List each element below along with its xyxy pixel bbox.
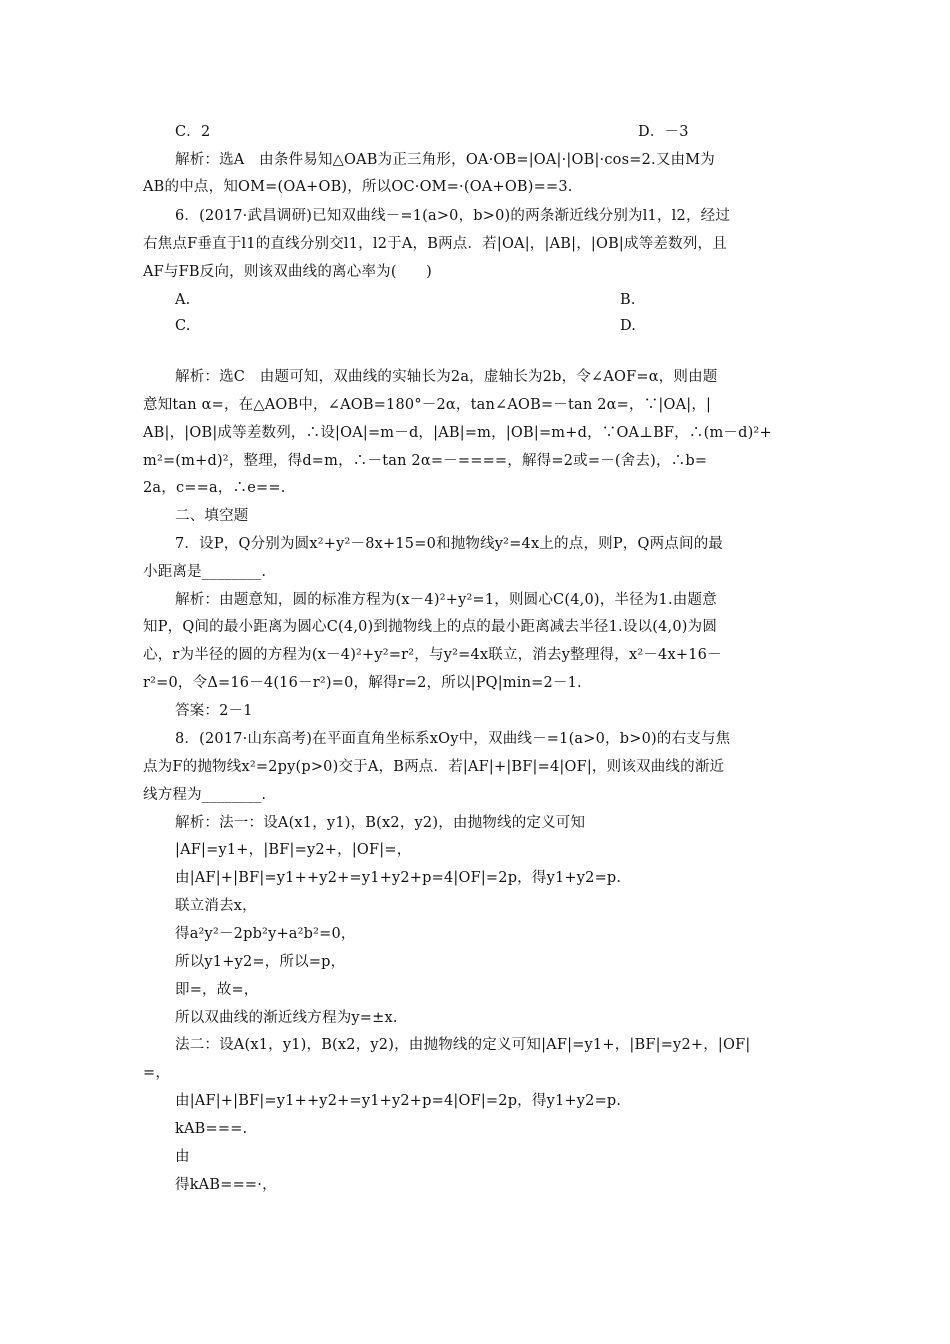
solution-7-line-1: 解析：由题意知，圆的标准方程为(x－4)²+y²=1，则圆心C(4,0)，半径为1.由题意: [175, 592, 717, 608]
answer-7: 答案：2－1: [175, 703, 253, 719]
option-c: C．2: [175, 124, 211, 140]
options-cd-line: [175, 316, 637, 336]
solution-8-method2-line-1: 法二：设A(x1，y1)，B(x2，y2)，由抛物线的定义可知|AF|=y1+，|BF|=y2+，|OF|: [175, 1037, 751, 1053]
solution-8-method2-line-6: 得kAB===·，: [175, 1177, 277, 1193]
solution-7-line-2: 知P，Q间的最小距离为圆心C(4,0)到抛物线上的点的最小距离减去半径1.设以(4,0)为圆: [143, 619, 718, 635]
option-d: D.: [620, 318, 637, 334]
problem-6-line-1: 6．(2017·武昌调研)已知双曲线－=1(a>0，b>0)的两条渐近线分别为l1，l2，经过: [175, 208, 731, 224]
solution-5-line-2: AB的中点，知OM=(OA+OB)，所以OC·OM=·(OA+OB)==3.: [143, 179, 573, 195]
solution-5-line-1: 解析：选A 由条件易知△OAB为正三角形，OA·OB=|OA|·|OB|·cos=2.又由M为: [175, 152, 715, 168]
problem-7-line-1: 7．设P，Q分别为圆x²+y²－8x+15=0和抛物线y²=4x上的点，则P，Q两点间的最: [175, 536, 724, 552]
solution-7-line-4: r²=0，令Δ=16－4(16－r²)=0，解得r=2，所以|PQ|min=2－1.: [143, 675, 582, 691]
solution-8-method2-line-2: =，: [143, 1065, 171, 1081]
option-c-line: [175, 122, 689, 142]
solution-6-line-3: AB|，|OB|成等差数列，∴设|OA|=m－d，|AB|=m，|OB|=m+d，∵OA⊥BF，∴(m－d)²+: [143, 425, 772, 441]
problem-8-line-2: 点为F的抛物线x²=2py(p>0)交于A，B两点．若|AF|+|BF|=4|OF|，则该双曲线的渐近: [143, 759, 725, 775]
section-heading: 二、填空题: [175, 508, 249, 524]
solution-6-line-5: 2a，c==a，∴e==.: [143, 480, 286, 496]
solution-8-line-4: 联立消去x，: [175, 898, 257, 914]
option-d: D．－3: [638, 124, 689, 140]
solution-8-line-8: 所以双曲线的渐近线方程为y=±x.: [175, 1010, 398, 1026]
solution-8-line-3: 由|AF|+|BF|=y1++y2+=y1+y2+p=4|OF|=2p，得y1+y2=p.: [175, 870, 622, 886]
problem-6-line-2: 右焦点F垂直于l1的直线分别交l1，l2于A，B两点．若|OA|，|AB|，|OB|成等差数列，且: [143, 236, 727, 252]
option-c: C.: [175, 318, 191, 334]
problem-7-line-2: 小距离是________.: [143, 564, 267, 580]
solution-7-line-3: 心，r为半径的圆的方程为(x－4)²+y²=r²，与y²=4x联立，消去y整理得，x²－4x+16－: [143, 647, 722, 663]
solution-8-line-7: 即=，故=，: [175, 982, 259, 998]
options-ab-line: [175, 290, 636, 310]
problem-6-line-3: AF与FB反向，则该双曲线的离心率为( ): [143, 264, 432, 280]
option-a: A.: [175, 292, 191, 308]
solution-8-line-2: |AF|=y1+，|BF|=y2+，|OF|=，: [175, 842, 412, 858]
solution-8-line-1: 解析：法一：设A(x1，y1)，B(x2，y2)，由抛物线的定义可知: [175, 815, 586, 831]
solution-8-line-5: 得a²y²－2pb²y+a²b²=0，: [175, 926, 356, 942]
problem-8-line-3: 线方程为________.: [143, 787, 267, 803]
solution-6-line-1: 解析：选C 由题可知，双曲线的实轴长为2a，虚轴长为2b，令∠AOF=α，则由题: [175, 369, 718, 385]
solution-8-method2-line-5: 由: [175, 1149, 190, 1165]
solution-6-line-2: 意知tan α=，在△AOB中，∠AOB=180°－2α，tan∠AOB=－tan 2α=，∵|OA|，|: [143, 397, 712, 413]
solution-8-line-6: 所以y1+y2=，所以=p，: [175, 954, 346, 970]
solution-8-method2-line-3: 由|AF|+|BF|=y1++y2+=y1+y2+p=4|OF|=2p，得y1+y2=p.: [175, 1093, 622, 1109]
solution-8-method2-line-4: kAB===.: [175, 1121, 248, 1137]
problem-8-line-1: 8．(2017·山东高考)在平面直角坐标系xOy中，双曲线－=1(a>0，b>0)的右支与焦: [175, 731, 731, 747]
solution-6-line-4: m²=(m+d)²，整理，得d=m，∴－tan 2α=－====，解得=2或=－(舍去)，∴b=: [143, 453, 708, 469]
option-b: B.: [620, 292, 636, 308]
